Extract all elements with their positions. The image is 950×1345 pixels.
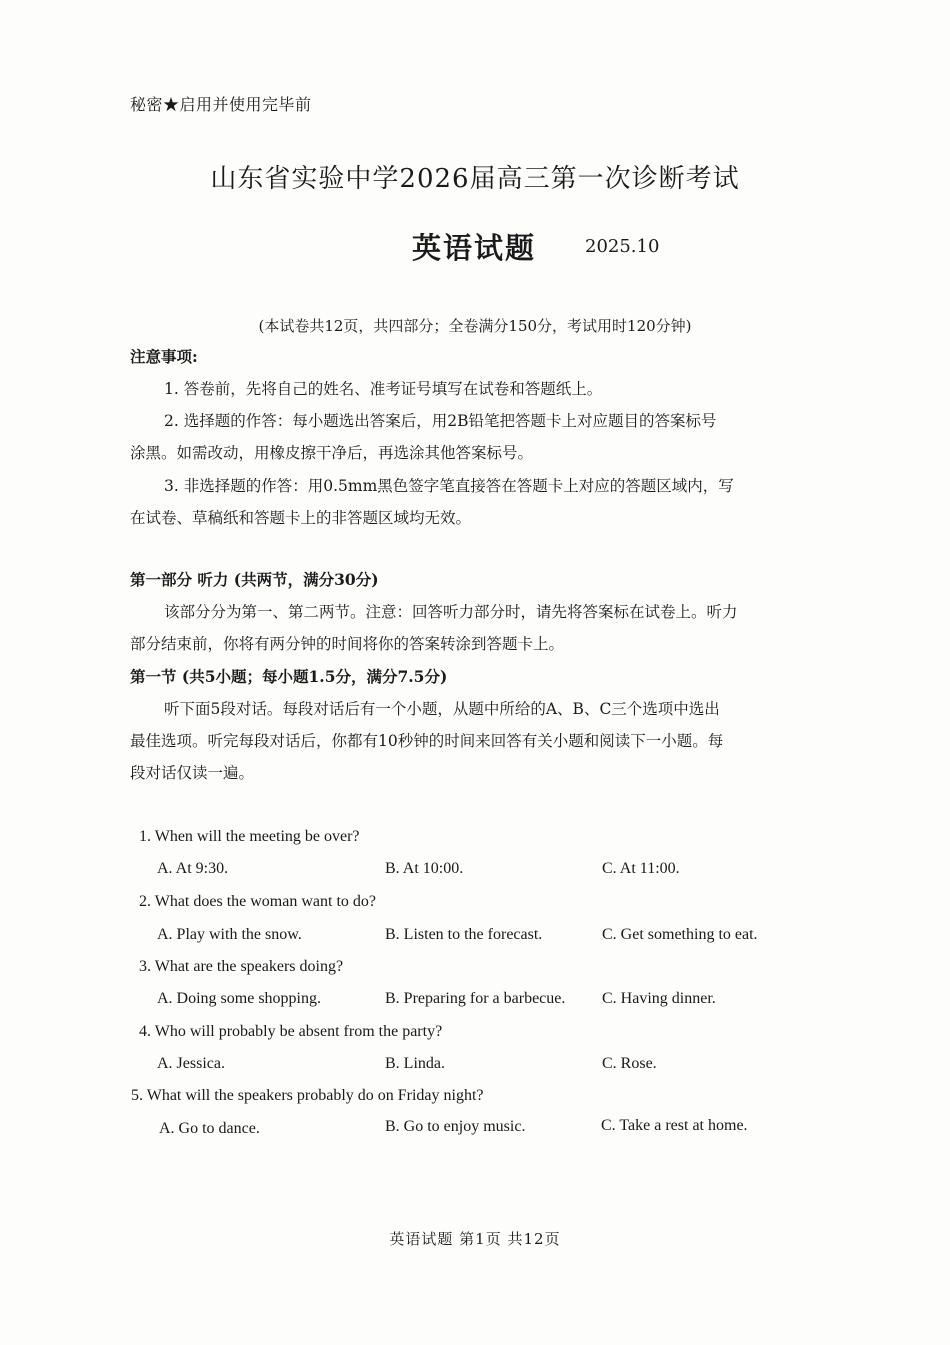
section1-heading: 第一节 (共5小题；每小题1.5分，满分7.5分) [130, 667, 448, 686]
question-4-option-b: B. Linda. [385, 1055, 445, 1072]
question-3-stem: 3. What are the speakers doing? [139, 958, 344, 975]
question-5-stem: 5. What will the speakers probably do on Friday night? [131, 1087, 484, 1104]
notice-item-3-line-1: 3. 非选择题的作答：用0.5mm黑色签字笔直接答在答题卡上对应的答题区域内，写 [164, 477, 734, 495]
section1-line-3: 段对话仅读一遍。 [130, 764, 255, 782]
notice-item-3-line-2: 在试卷、草稿纸和答题卡上的非答题区域均无效。 [130, 509, 472, 527]
exam-title: 山东省实验中学2026届高三第一次诊断考试 [210, 164, 740, 194]
question-2-option-c: C. Get something to eat. [602, 926, 758, 943]
question-1-option-c: C. At 11:00. [602, 860, 680, 877]
question-4-stem: 4. Who will probably be absent from the party? [139, 1023, 443, 1040]
notice-heading: 注意事项: [130, 347, 198, 366]
question-3-option-b: B. Preparing for a barbecue. [385, 990, 566, 1007]
notice-item-2-line-2: 涂黑。如需改动，用橡皮擦干净后，再选涂其他答案标号。 [130, 444, 534, 462]
question-1-option-a: A. At 9:30. [157, 860, 229, 877]
question-5-option-b: B. Go to enjoy music. [385, 1118, 526, 1135]
question-2-option-b: B. Listen to the forecast. [385, 926, 543, 943]
exam-date: 2025.10 [585, 236, 660, 257]
question-5-option-a: A. Go to dance. [159, 1120, 260, 1137]
confidential-label: 秘密★启用并使用完毕前 [130, 95, 312, 114]
question-2-option-a: A. Play with the snow. [157, 926, 302, 943]
question-5-option-c: C. Take a rest at home. [601, 1117, 748, 1134]
question-4-option-a: A. Jessica. [157, 1055, 225, 1072]
question-4-option-c: C. Rose. [602, 1055, 657, 1072]
section1-line-1: 听下面5段对话。每段对话后有一个小题，从题中所给的A、B、C三个选项中选出 [164, 700, 720, 718]
question-2-stem: 2. What does the woman want to do? [139, 893, 376, 910]
notice-item-1: 1. 答卷前，先将自己的姓名、准考证号填写在试卷和答题纸上。 [164, 380, 603, 398]
part1-heading: 第一部分 听力 (共两节，满分30分) [130, 570, 379, 589]
section1-line-2: 最佳选项。听完每段对话后，你都有10秒钟的时间来回答有关小题和阅读下一小题。每 [130, 732, 724, 750]
page-footer: 英语试题 第1页 共12页 [389, 1230, 561, 1248]
question-1-stem: 1. When will the meeting be over? [139, 828, 360, 845]
question-1-option-b: B. At 10:00. [385, 860, 464, 877]
question-3-option-c: C. Having dinner. [602, 990, 716, 1007]
notice-item-2-line-1: 2. 选择题的作答：每小题选出答案后，用2B铅笔把答题卡上对应题目的答案标号 [164, 412, 717, 430]
subject-title: 英语试题 [412, 231, 537, 265]
part1-intro-line-2: 部分结束前，你将有两分钟的时间将你的答案转涂到答题卡上。 [130, 635, 565, 653]
exam-scope-note: (本试卷共12页，共四部分；全卷满分150分，考试用时120分钟) [258, 317, 692, 335]
question-3-option-a: A. Doing some shopping. [157, 990, 321, 1007]
part1-intro-line-1: 该部分分为第一、第二两节。注意：回答听力部分时，请先将答案标在试卷上。听力 [164, 603, 738, 621]
